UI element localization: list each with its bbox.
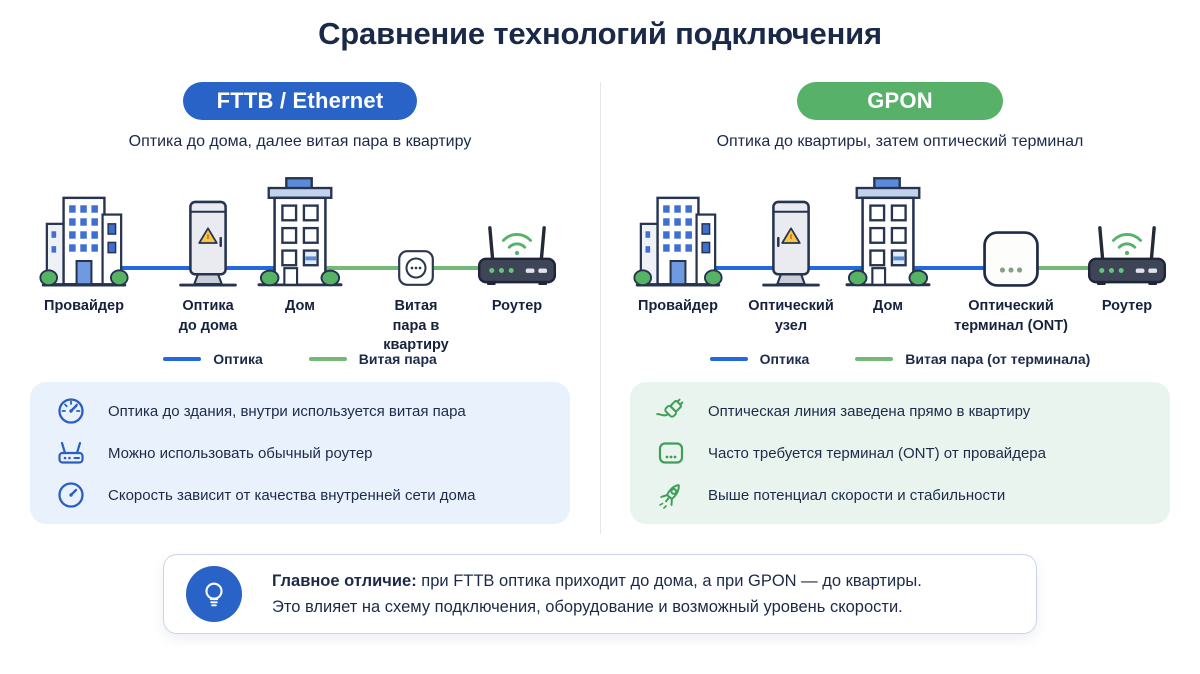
fiber-plug-icon xyxy=(656,396,686,426)
feature-text: Часто требуется терминал (ONT) от провайдера xyxy=(708,444,1046,462)
gpon-subtitle: Оптика до квартиры, затем оптический терминал xyxy=(716,133,1084,150)
rocket-icon xyxy=(656,480,686,510)
legend-label: Витая пара xyxy=(358,351,437,367)
node-label: Дом xyxy=(873,298,903,314)
node-label: Оптический терминал (ONT) xyxy=(954,298,1068,334)
comparison-columns xyxy=(0,82,1200,524)
feature-row xyxy=(656,438,1144,468)
fttb-column xyxy=(0,82,600,524)
feature-text: Выше потенциал скорости и стабильности xyxy=(708,486,1006,504)
node-label: Оптика до дома xyxy=(178,298,238,334)
legend-item-twisted-pair xyxy=(855,351,1090,367)
ont-box-icon xyxy=(656,438,686,468)
provider-building-icon xyxy=(632,183,724,287)
router-device-icon xyxy=(475,222,559,286)
page-title: Сравнение технологий подключения xyxy=(318,16,882,51)
speedometer-icon xyxy=(56,480,86,510)
feature-row xyxy=(656,396,1144,426)
fttb-badge: FTTB / Ethernet xyxy=(183,82,418,120)
fttb-diagram xyxy=(30,177,570,354)
feature-row xyxy=(656,480,1144,510)
house-building-icon xyxy=(257,177,343,287)
feature-text: Скорость зависит от качества внутренней сети дома xyxy=(108,486,476,504)
node-label: Витая пара в квартиру xyxy=(383,298,449,354)
feature-row xyxy=(56,480,544,510)
key-difference-callout xyxy=(163,554,1037,634)
lightbulb-badge xyxy=(186,566,242,622)
column-divider xyxy=(600,82,601,534)
lightbulb-icon xyxy=(199,579,229,609)
gpon-legend xyxy=(600,351,1200,367)
callout-text xyxy=(272,568,922,621)
gpon-column xyxy=(600,82,1200,524)
gauge-icon xyxy=(56,396,86,426)
optical-terminal-icon xyxy=(982,230,1040,288)
gpon-feature-panel xyxy=(630,382,1170,524)
fttb-feature-panel xyxy=(30,382,570,524)
feature-text: Можно использовать обычный роутер xyxy=(108,444,373,462)
node-label: Роутер xyxy=(491,298,543,314)
optic-line-swatch xyxy=(163,357,201,362)
feature-row xyxy=(56,438,544,468)
wall-socket-icon xyxy=(397,249,435,287)
router-device-icon xyxy=(1085,222,1169,286)
node-label: Роутер xyxy=(1101,298,1153,314)
fttb-subtitle: Оптика до дома, далее витая пара в квартиру xyxy=(128,133,472,150)
gpon-badge: GPON xyxy=(797,82,1003,120)
twisted-pair-swatch xyxy=(855,357,893,362)
legend-item-optic xyxy=(163,351,263,367)
provider-building-icon xyxy=(38,183,130,287)
feature-text: Оптическая линия заведена прямо в квартиру xyxy=(708,402,1031,420)
optic-line-swatch xyxy=(710,357,748,362)
node-label: Оптический узел xyxy=(748,298,834,334)
street-cabinet-icon xyxy=(178,199,238,287)
feature-row xyxy=(56,396,544,426)
node-label: Провайдер xyxy=(638,298,718,314)
gpon-diagram xyxy=(630,177,1170,337)
legend-label: Витая пара (от терминала) xyxy=(905,351,1091,367)
node-label: Провайдер xyxy=(44,298,124,314)
twisted-pair-swatch xyxy=(309,357,347,362)
optical-node-cabinet-icon xyxy=(761,199,821,287)
router-icon xyxy=(56,438,86,468)
legend-item-optic xyxy=(710,351,810,367)
fttb-legend xyxy=(0,351,600,367)
house-building-icon xyxy=(845,177,931,287)
callout-line-2: Это влияет на схему подключения, оборудование и возможный уровень скорости. xyxy=(272,598,903,616)
legend-label: Оптика xyxy=(213,351,263,367)
callout-lead: Главное отличие: xyxy=(272,571,417,590)
feature-text: Оптика до здания, внутри используется витая пара xyxy=(108,402,466,420)
node-label: Дом xyxy=(285,298,315,314)
legend-label: Оптика xyxy=(759,351,810,367)
callout-line-1: Главное отличие: при FTTB оптика приходит до дома, а при GPON — до квартиры. xyxy=(272,571,922,590)
